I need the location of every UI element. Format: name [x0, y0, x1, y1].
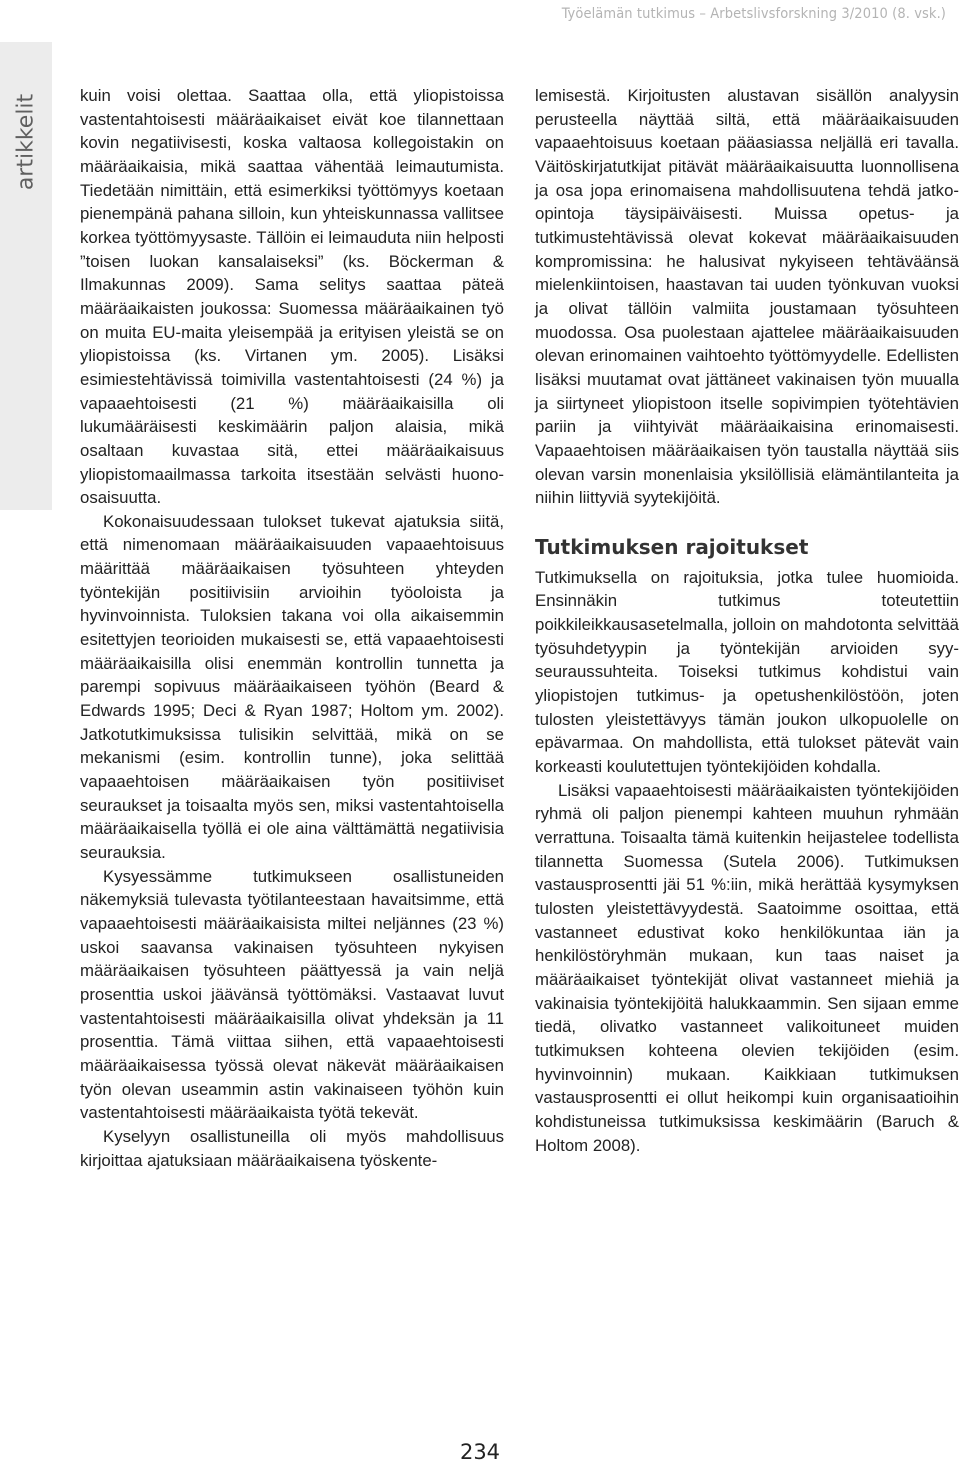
left-paragraph-4: Kyselyyn osallistuneilla oli myös mahdollisuus kirjoittaa ajatuksiaan määräaikaisena työskente-	[80, 1126, 504, 1170]
right-paragraph-limits: Tutkimuksella on rajoituksia, jotka tulee huomioida. Ensinnäkin tutkimus toteutettiin poikkileikkausasetelmalla, jolloin on mahdotonta selvittää työsuhdetyypin ja työntekijän arvioiden syy-seuraussuhteita. Toiseksi tutkimus kohdistui vain yliopistojen tutkimus- ja opetushenkilöstöön, joten tulosten yleistettävyys tämän joukon ulkopuolelle on epävarmaa. On mahdollista, että tulokset pätevät vain korkeasti koulutettujen työntekijöiden kohdalla.	[535, 567, 959, 777]
right-paragraph-intro: lemisestä. Kirjoitusten alustavan sisällön analyysin perusteella näyttää siltä, että määräaikaisuuden vapaaehtoisuus koetaan pääasiassa neljällä eri tavalla. Väitöskirjatutkijat pitävät määräaikaisuutta luonnollisena ja osa jopa erinomaisena mahdollisuutena tehdä jatko-opintoja täysipäiväisesti. Muissa opetus- ja tutkimustehtävissä olevat kokevat määräaikaisuuden kompromissina: he halusivat nykyiseen tehtäväänsä mielenkiintoisen, haastavan tai uuden työnkuvan vuoksi ja olivat tällöin valmiita joustamaan työsuhteen muodossa. Osa puolestaan ajattelee määräaikaisuuden olevan erinomainen vaihtoehto työttömyydelle. Edellisten lisäksi muutamat ovat jättäneet vakinaisen työn muualla ja siirtyneet yliopistoon itselle sopivimpien työtehtävien pariin ja viihtyivät määräaikaisina erinomaisesti. Vapaaehtoisen määräaikaisen työn taustalla näyttää siis olevan varsin monenlaisia yksilöllisiä elämäntilanteita ja niihin liittyviä syytekijöitä.	[535, 86, 959, 508]
running-header: Työelämän tutkimus – Arbetslivsforskning 3/2010 (8. vsk.)	[561, 6, 946, 22]
left-paragraph-1: kuin voisi olettaa. Saattaa olla, että yliopistoissa vastentahtoisesti määräaikaiset eivät koe tilannettaan kovin negatiivisesti, koska valtaosa kollegoistakin on määräaikaisia, mikä saattaa vähentää leimautumista. Tiedetään nimittäin, että esimerkiksi työttömyys koetaan pienempänä pahana silloin, kun yhteiskunnassa vallitsee korkea työttömyysaste. Tällöin ei leimauduta niin helposti ”toisen luokan kansalaiseksi” (ks. Böckerman & Ilmakunnas 2009). Sama selitys saattaa päteä määräaikaisten joukossa: Suomessa määräaikainen työ on muita EU-maita yleisempää ja erityisen yleistä se on yliopistoissa (ks. Virtanen ym. 2005). Lisäksi esimiestehtävissä toimivilla vastentahtoisesti (24 %) ja vapaaehtoisesti (21 %) määräaikaisilla oli lukumääräisesti keskimäärin paljon alaisia, mikä osaltaan kuvastaa sitä, ettei määräaikaisuus yliopistomaailmassa tarkoita itsestään selvästi huono-osaisuutta.	[80, 86, 504, 508]
right-column	[535, 84, 959, 1157]
left-paragraph-2: Kokonaisuudessaan tulokset tukevat ajatuksia siitä, että nimenomaan määräaikaisuuden vapaaehtoisuus määrittää määräaikaisen työsuhteen yhteyden työntekijän positiivisiin arvioihin työoloista ja hyvinvoinnista. Tuloksien takana voi olla aikaisemmin esitettyjen teorioiden mukaisesti se, että vapaaehtoisesti määräaikaisilla olisi enemmän kontrollin tunnetta ja parempi sopivuus määräaikaiseen työhön (Beard & Edwards 1995; Deci & Ryan 1987; Holtom ym. 2002). Jatkotutkimuksissa tulisikin selvittää, mikä on se mekanismi (esim. kontrollin tunne), joka selittää vapaaehtoisen määräaikaisen työn positiiviset seuraukset ja toisaalta myös sen, miksi vastentahtoisella määräaikaisella työllä ei ole aina välttämättä negatiivisia seurauksia.	[80, 511, 504, 862]
section-tab-label: artikkelit	[13, 93, 39, 191]
right-paragraph-final: Lisäksi vapaaehtoisesti määräaikaisten työntekijöiden ryhmä oli paljon pienempi kahteen muuhun ryhmään verrattuna. Toisaalta tämä kuitenkin heijastelee todellista tilannetta Suomessa (Sutela 2006). Tutkimuksen vastausprosentti jäi 51 %:iin, mikä herättää kysymyksen tulosten yleistettävyydestä. Saatoimme osoittaa, että vastanneet edustivat koko henkilökuntaa iän ja henkilöstöryhmän mukaan, kun taas naiset ja määräaikaiset työntekijät olivat vastanneet miehiä ja vakinaisia työntekijöitä halukkaammin. Sen sijaan emme tiedä, olivatko vastanneet valikoituneet muiden tutkimuksen kohteena olevien tekijöiden (esim. hyvinvoinnin) mukaan. Kaikkiaan tutkimuksen vastausprosentti ei ollut heikompi kuin organisaatioihin kohdistuneissa tutkimuksissa keskimäärin (Baruch & Holtom 2008).	[535, 780, 959, 1155]
section-heading: Tutkimuksen rajoitukset	[535, 534, 809, 559]
left-column	[80, 84, 504, 1172]
section-tab	[0, 42, 52, 510]
left-paragraph-3: Kysyessämme tutkimukseen osallistuneiden näkemyksiä tulevasta työtilanteestaan havaitsimme, että vapaaehtoisesti määräaikaisista miltei neljännes (23 %) uskoi saavansa vakinaisen työsuhteen nykyisen määräaikaisen työsuhteen päättyessä ja vain neljä prosenttia uskoi jäävänsä työttömäksi. Vastaavat luvut vastentahtoisesti määräaikaisilla olivat yhdeksän ja 11 prosenttia. Tämä viittaa siihen, että vapaaehtoisesti määräaikaisessa työssä olevat näkevät määräaikaisen työn olevan useammin astin vakinaiseen työhön kuin vastentahtoisesti määräaikaista työtä tekevät.	[80, 866, 504, 1123]
page-number: 234	[459, 1440, 501, 1464]
